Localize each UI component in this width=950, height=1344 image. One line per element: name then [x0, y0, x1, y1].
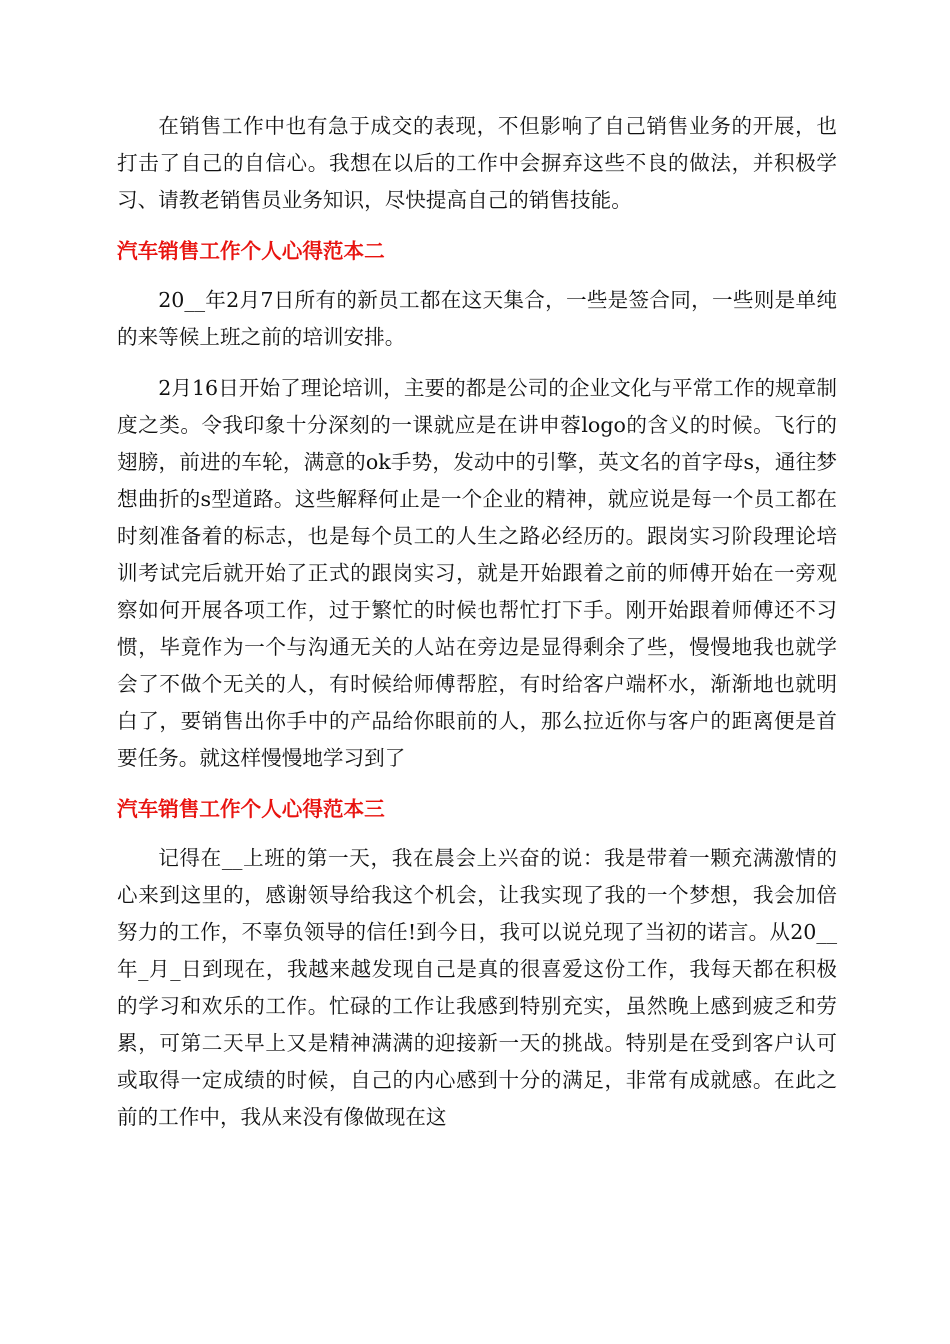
paragraph: 记得在__上班的第一天，我在晨会上兴奋的说：我是带着一颗充满激情的心来到这里的，感谢领导给我这个机会，让我实现了我的一个梦想，我会加倍努力的工作，不辜负领导的信任!到今日，我可以说兑现了当初的诺言。从20__年_月_日到现在，我越来越发现自己是真的很喜爱这份工作，我每天都在积极的学习和欢乐的工作。忙碌的工作让我感到特别充实，虽然晚上感到疲乏和劳累，可第二天早上又是精神满满的迎接新一天的挑战。特别是在受到客户认可或取得一定成绩的时候，自己的内心感到十分的满足，非常有成就感。在此之前的工作中，我从来没有像做现在这: [117, 846, 837, 1129]
paragraph: 20__年2月7日所有的新员工都在这天集合，一些是签合同，一些则是单纯的来等候上班之前的培训安排。: [117, 288, 837, 349]
section-heading: 汽车销售工作个人心得范本二: [117, 239, 385, 263]
document-body: [117, 108, 837, 1150]
paragraph: 在销售工作中也有急于成交的表现，不但影响了自己销售业务的开展，也打击了自己的自信心。我想在以后的工作中会摒弃这些不良的做法，并积极学习、请教老销售员业务知识，尽快提高自己的销售技能。: [117, 114, 837, 212]
section-heading: 汽车销售工作个人心得范本三: [117, 797, 385, 821]
paragraph: 2月16日开始了理论培训，主要的都是公司的企业文化与平常工作的规章制度之类。令我印象十分深刻的一课就应是在讲申蓉logo的含义的时候。飞行的翅膀，前进的车轮，满意的ok手势，发动中的引擎，英文名的首字母s，通往梦想曲折的s型道路。这些解释何止是一个企业的精神，就应说是每一个员工都在时刻准备着的标志，也是每个员工的人生之路必经历的。跟岗实习阶段理论培训考试完后就开始了正式的跟岗实习，就是开始跟着之前的师傅开始在一旁观察如何开展各项工作，过于繁忙的时候也帮忙打下手。刚开始跟着师傅还不习惯，毕竟作为一个与沟通无关的人站在旁边是显得剩余了些，慢慢地我也就学会了不做个无关的人，有时候给师傅帮腔，有时给客户端杯水，渐渐地也就明白了，要销售出你手中的产品给你眼前的人，那么拉近你与客户的距离便是首要任务。就这样慢慢地学习到了: [117, 376, 837, 770]
